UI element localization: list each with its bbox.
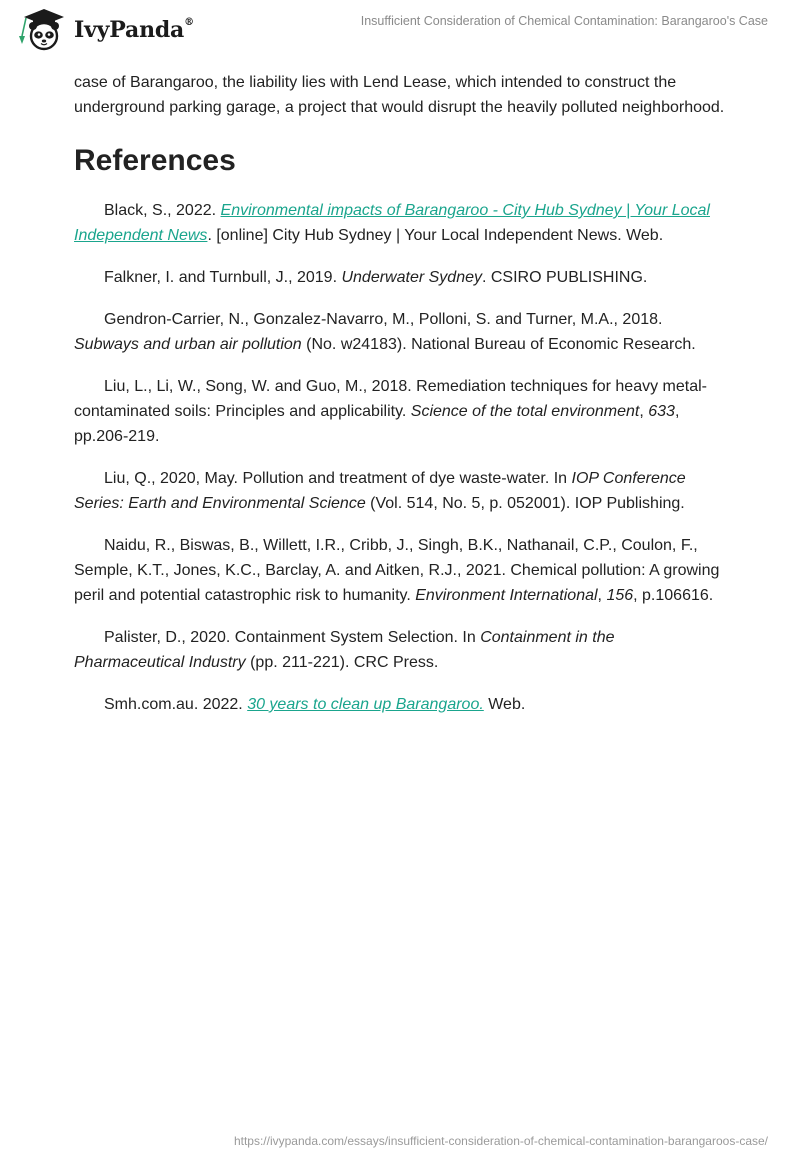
reference-item: Gendron-Carrier, N., Gonzalez-Navarro, M., Polloni, S. and Turner, M.A., 2018. Subways and urban air pollution (No. w24183). National Bureau of Economic Research. [74, 311, 696, 353]
reference-item: Palister, D., 2020. Containment System Selection. In Containment in the Pharmaceutical Industry (pp. 211-221). CRC Press. [74, 629, 615, 671]
reference-item: Falkner, I. and Turnbull, J., 2019. Underwater Sydney. CSIRO PUBLISHING. [104, 269, 648, 286]
essay-content [74, 70, 728, 734]
reference-item: Black, S., 2022. Environmental impacts of Barangaroo - City Hub Sydney | Your Local Independent News. [online] City Hub Sydney | Your Local Independent News. Web. [74, 202, 710, 244]
references-list [74, 198, 728, 717]
logo-wordmark: IvyPanda® [74, 16, 194, 43]
reference-link[interactable]: 30 years to clean up Barangaroo. [247, 696, 484, 713]
footer-url: https://ivypanda.com/essays/insufficient-consideration-of-chemical-contamination-barangaroos-case/ [233, 1134, 768, 1148]
references-heading: References [74, 144, 236, 177]
document-title: Insufficient Consideration of Chemical Contamination: Barangaroo's Case [360, 14, 768, 28]
reference-item: Liu, L., Li, W., Song, W. and Guo, M., 2018. Remediation techniques for heavy metal-contaminated soils: Principles and applicability. Science of the total environment, 633, pp.206-219. [74, 378, 707, 445]
body-paragraph: case of Barangaroo, the liability lies with Lend Lease, which intended to construct the underground parking garage, a project that would disrupt the heavily polluted neighborhood. [74, 74, 725, 116]
ivypanda-logo[interactable] [14, 8, 194, 52]
page-header [0, 0, 800, 66]
reference-link[interactable]: Environmental impacts of Barangaroo - City Hub Sydney | Your Local Independent News [74, 202, 710, 244]
reference-item: Liu, Q., 2020, May. Pollution and treatment of dye waste-water. In IOP Conference Series: Earth and Environmental Science (Vol. 514, No. 5, p. 052001). IOP Publishing. [74, 470, 686, 512]
panda-graduate-icon [14, 8, 72, 52]
reference-item: Smh.com.au. 2022. 30 years to clean up Barangaroo. Web. [104, 696, 526, 713]
reference-item: Naidu, R., Biswas, B., Willett, I.R., Cribb, J., Singh, B.K., Nathanail, C.P., Coulon, F., Semple, K.T., Jones, K.C., Barclay, A. and Aitken, R.J., 2021. Chemical pollution: A growing peril and potential catastrophic risk to humanity. Environment International, 156, p.106616. [74, 537, 720, 604]
